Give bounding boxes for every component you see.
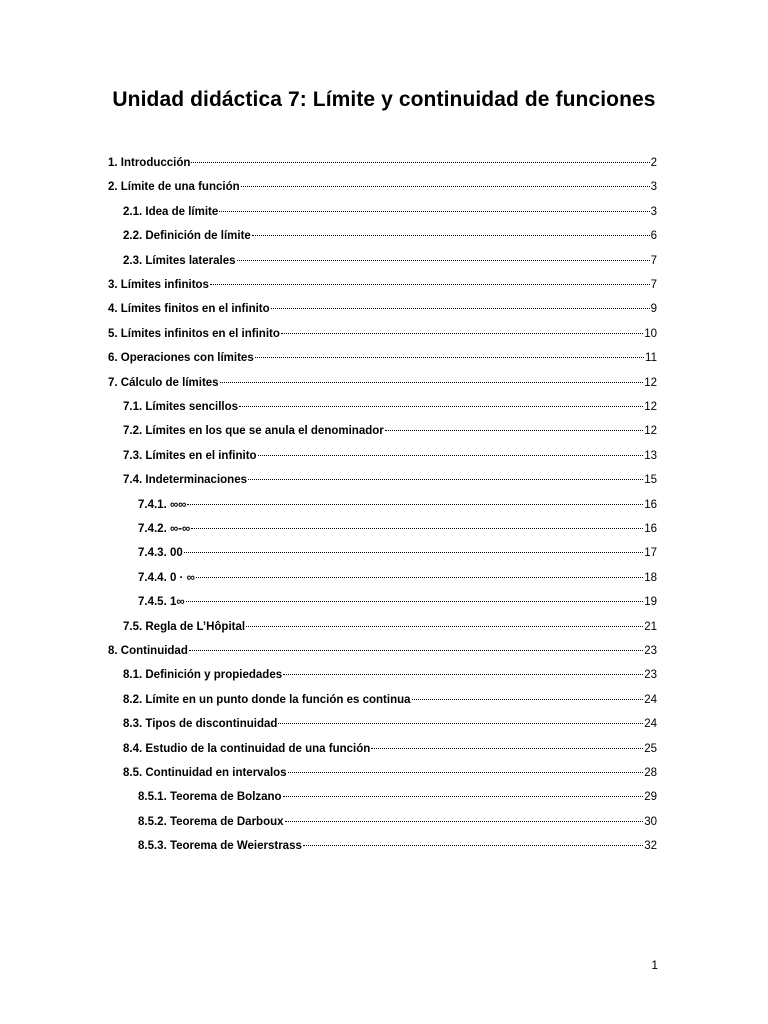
- toc-entry-label: 8.2. Límite en un punto donde la función es continua: [123, 693, 411, 706]
- toc-entry-page: 7: [650, 279, 657, 291]
- toc-entry-label: 3. Límites infinitos: [108, 279, 209, 291]
- dot-leader: [385, 430, 643, 431]
- toc-entry-page: 12: [644, 376, 657, 389]
- toc-entry-label: 7.4. Indeterminaciones: [123, 474, 247, 487]
- toc-entry[interactable]: [123, 450, 657, 474]
- toc-entry[interactable]: [108, 328, 657, 352]
- dot-leader: [288, 772, 644, 773]
- toc-entry[interactable]: [108, 303, 657, 327]
- toc-entry-label: 1. Introducción: [108, 157, 191, 169]
- toc-entry[interactable]: [138, 840, 657, 864]
- toc-entry-label: 2.1. Idea de límite: [123, 205, 219, 218]
- toc-entry-page: 23: [644, 669, 657, 682]
- toc-entry-label: 4. Límites finitos en el infinito: [108, 303, 270, 316]
- toc-entry[interactable]: [138, 547, 657, 571]
- toc-entry[interactable]: [123, 621, 657, 645]
- toc-entry-page: 28: [644, 767, 657, 779]
- toc-entry[interactable]: [123, 767, 657, 791]
- dot-leader: [371, 748, 643, 749]
- toc-entry[interactable]: [123, 743, 657, 767]
- dot-leader: [246, 626, 643, 627]
- toc-entry-page: 12: [644, 401, 657, 413]
- toc-entry-page: 2: [650, 157, 657, 169]
- toc-entry-label: 2.2. Definición de límite: [123, 230, 251, 243]
- dot-leader: [283, 796, 644, 797]
- toc-entry[interactable]: [108, 279, 657, 303]
- dot-leader: [239, 406, 643, 407]
- toc-entry[interactable]: [138, 499, 657, 523]
- toc-entry-page: 16: [644, 523, 657, 535]
- dot-leader: [186, 601, 644, 602]
- toc-entry-page: 16: [644, 498, 657, 511]
- toc-entry-label: 7.4.4. 0 · ∞: [138, 571, 195, 584]
- toc-entry[interactable]: [108, 377, 657, 401]
- dot-leader: [210, 284, 650, 285]
- dot-leader: [187, 504, 643, 505]
- toc-entry-label: 8.4. Estudio de la continuidad de una función: [123, 742, 371, 755]
- dot-leader: [184, 552, 643, 553]
- toc-entry-page: 10: [644, 327, 657, 340]
- page-number: 1: [651, 958, 658, 972]
- toc-entry[interactable]: [138, 572, 657, 596]
- toc-entry-page: 23: [644, 645, 657, 657]
- toc-entry-page: 11: [645, 352, 657, 365]
- dot-leader: [278, 723, 643, 724]
- toc-entry-label: 8. Continuidad: [108, 645, 188, 657]
- toc-entry-page: 7: [650, 254, 657, 267]
- toc-entry[interactable]: [108, 645, 657, 669]
- toc-entry-label: 2. Límite de una función: [108, 181, 240, 194]
- dot-leader: [283, 674, 643, 675]
- toc-entry[interactable]: [123, 401, 657, 425]
- dot-leader: [219, 211, 649, 212]
- toc-entry[interactable]: [123, 718, 657, 742]
- dot-leader: [191, 528, 643, 529]
- dot-leader: [412, 699, 644, 700]
- toc-entry-page: 25: [644, 742, 657, 755]
- toc-entry[interactable]: [138, 596, 657, 620]
- toc-entry-page: 19: [644, 596, 657, 609]
- toc-entry[interactable]: [123, 425, 657, 449]
- toc-entry[interactable]: [123, 255, 657, 279]
- toc-entry-label: 7.2. Límites en los que se anula el denominador: [123, 425, 384, 438]
- toc-entry-label: 8.3. Tipos de discontinuidad: [123, 718, 278, 731]
- dot-leader: [255, 357, 644, 358]
- dot-leader: [271, 308, 650, 309]
- toc-entry-page: 15: [644, 474, 657, 487]
- dot-leader: [237, 260, 650, 261]
- toc-entry-page: 3: [650, 181, 657, 194]
- toc-entry-page: 24: [644, 718, 657, 731]
- toc-entry-label: 7.5. Regla de L’Hôpital: [123, 620, 246, 633]
- dot-leader: [281, 333, 643, 334]
- dot-leader: [303, 845, 643, 846]
- toc-entry[interactable]: [123, 206, 657, 230]
- dot-leader: [248, 479, 643, 480]
- toc-entry[interactable]: [108, 181, 657, 205]
- toc-entry[interactable]: [108, 352, 657, 376]
- toc-entry-label: 8.5.3. Teorema de Weierstrass: [138, 840, 302, 853]
- toc-entry-label: 6. Operaciones con límites: [108, 352, 254, 365]
- dot-leader: [258, 455, 644, 456]
- toc-entry[interactable]: [108, 157, 657, 181]
- toc-entry-page: 32: [644, 840, 657, 853]
- toc-entry-page: 12: [644, 425, 657, 438]
- toc-entry-label: 7.4.5. 1∞: [138, 596, 185, 609]
- toc-entry[interactable]: [138, 791, 657, 815]
- toc-entry-page: 29: [644, 791, 657, 804]
- toc-entry-label: 8.5.1. Teorema de Bolzano: [138, 791, 282, 804]
- toc-entry-page: 18: [644, 571, 657, 584]
- toc-entry-label: 8.5.2. Teorema de Darboux: [138, 815, 284, 828]
- page-title: Unidad didáctica 7: Límite y continuidad de funciones: [112, 88, 656, 111]
- dot-leader: [220, 382, 644, 383]
- toc-entry-label: 7.4.3. 00: [138, 547, 183, 560]
- dot-leader: [285, 821, 644, 822]
- toc-entry[interactable]: [123, 694, 657, 718]
- toc-entry-label: 8.5. Continuidad en intervalos: [123, 767, 287, 779]
- toc-entry-page: 24: [644, 693, 657, 706]
- toc-entry-page: 13: [644, 449, 657, 462]
- toc-entry-label: 7.1. Límites sencillos: [123, 401, 239, 413]
- toc-entry-page: 9: [650, 303, 657, 316]
- dot-leader: [189, 650, 643, 651]
- toc-entry-page: 6: [650, 230, 657, 243]
- toc-entry[interactable]: [138, 816, 657, 840]
- toc-entry-label: 7.3. Límites en el infinito: [123, 449, 257, 462]
- toc-entry[interactable]: [138, 523, 657, 547]
- toc-entry-label: 8.1. Definición y propiedades: [123, 669, 283, 682]
- toc-entry[interactable]: [123, 669, 657, 693]
- toc-entry-label: 5. Límites infinitos en el infinito: [108, 327, 280, 340]
- dot-leader: [252, 235, 650, 236]
- toc-entry-page: 3: [650, 205, 657, 218]
- dot-leader: [196, 577, 643, 578]
- toc-entry[interactable]: [123, 230, 657, 254]
- toc-entry-page: 21: [644, 620, 657, 633]
- toc-entry-label: 2.3. Límites laterales: [123, 254, 236, 267]
- toc-entry-label: 7.4.2. ∞-∞: [138, 523, 191, 535]
- toc-entry-label: 7. Cálculo de límites: [108, 376, 219, 389]
- dot-leader: [191, 162, 649, 163]
- toc-entry-label: 7.4.1. ∞∞: [138, 498, 187, 511]
- toc-entry-page: 30: [644, 815, 657, 828]
- toc-entry-page: 17: [644, 547, 657, 560]
- toc-entry[interactable]: [123, 474, 657, 498]
- dot-leader: [241, 186, 650, 187]
